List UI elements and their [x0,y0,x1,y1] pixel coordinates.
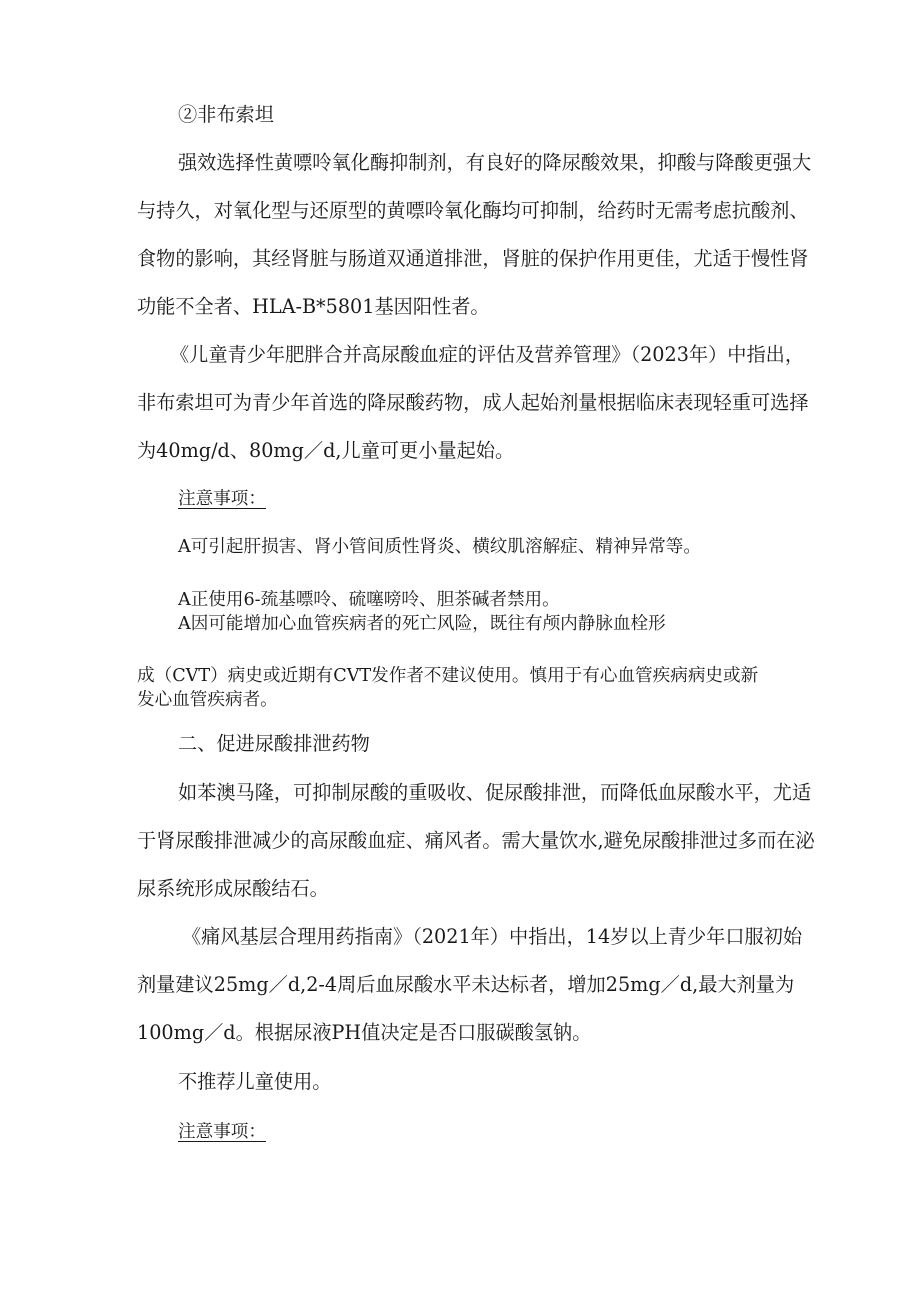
section-heading-uricosuric: 二、促进尿酸排泄药物 [178,732,370,755]
notes-heading-2: 注意事项： [178,1122,266,1142]
note-3: A因可能增加心血管疾病者的死亡风险，既往有颅内静脉血栓形 [178,614,666,634]
para5-line-3: 100mg／d。根据尿液PH值决定是否口服碳酸氢钠。 [137,1021,592,1044]
para3-line-1: 成（CVT）病史或近期有CVT发作者不建议使用。慎用于有心血管疾病病史或新 [137,666,759,686]
note-1: A可引起肝损害、肾小管间质性肾炎、横纹肌溶解症、精神异常等。 [178,537,701,557]
para1-line-1: 强效选择性黄嘌呤氧化酶抑制剂，有良好的降尿酸效果，抑酸与降酸更强大 [178,151,812,174]
para1-line-4: 功能不全者、HLA-B*5801基因阳性者。 [137,295,490,318]
para6: 不推荐儿童使用。 [178,1070,332,1093]
para2-line-3: 为40mg/d、80mg／d,儿童可更小量起始。 [137,439,515,462]
notes-heading-1: 注意事项： [178,489,266,509]
para1-line-2: 与持久，对氧化型与还原型的黄嘌呤氧化酶均可抑制，给药时无需考虑抗酸剂、 [137,199,809,222]
para5-line-2: 剂量建议25mg／d,2-4周后血尿酸水平未达标者，增加25mg／d,最大剂量为 [137,973,795,996]
para4-line-3: 尿系统形成尿酸结石。 [137,877,329,900]
para3-line-2: 发心血管疾病者。 [137,690,278,710]
note-2: A正使用6-巯基嘌呤、硫噻嗙呤、胆茶碱者禁用。 [178,590,560,610]
para4-line-2: 于肾尿酸排泄减少的高尿酸血症、痛风者。需大量饮水,避免尿酸排泄过多而在泌 [137,829,815,852]
para1-line-3: 食物的影响，其经肾脏与肠道双通道排泄，肾脏的保护作用更佳，尤适于慢性肾 [137,247,809,270]
para5-line-1: 《痛风基层合理用药指南》（2021年）中指出，14岁以上青少年口服初始 [182,925,803,948]
sub-heading-febuxostat: ②非布索坦 [178,103,274,126]
para4-line-1: 如苯澳马隆，可抑制尿酸的重吸收、促尿酸排泄，而降低血尿酸水平，尤适 [178,781,812,804]
para2-line-1: 《儿童青少年肥胖合并高尿酸血症的评估及营养管理》（2023年）中指出， [170,343,805,366]
para2-line-2: 非布索坦可为青少年首选的降尿酸药物，成人起始剂量根据临床表现轻重可选择 [137,391,809,414]
